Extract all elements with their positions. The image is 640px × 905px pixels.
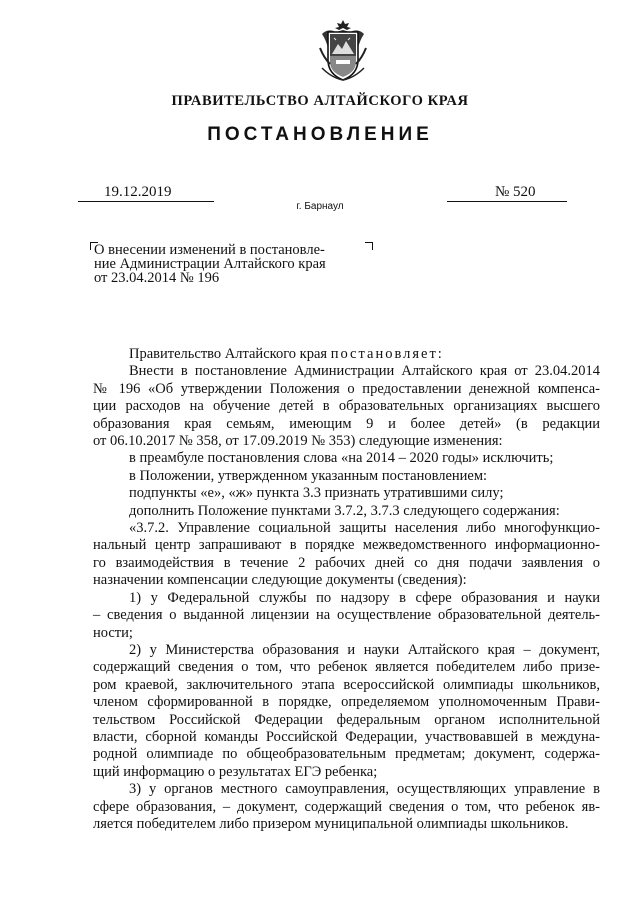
preamble-text: Правительство Алтайского края bbox=[129, 346, 328, 362]
subject-line: О внесении изменений в постановле- bbox=[94, 242, 325, 258]
body-line: нальный центр запрашивают в порядке межведомственного информационно- bbox=[93, 537, 600, 554]
body-line: ности; bbox=[93, 624, 133, 641]
body-line: «3.7.2. Управление социальной защиты населения либо многофункцио- bbox=[129, 520, 600, 537]
body-line: назначении компенсации следующие документы (сведения): bbox=[93, 572, 467, 589]
body-line: тельством Российской Федерации федеральным органом исполнительной bbox=[93, 711, 600, 728]
body-line: ром краевой, заключительного этапа всероссийской олимпиады школьников, bbox=[93, 676, 600, 693]
body-line: ции расходов на обучение детей в образовательных организациях высшего bbox=[93, 398, 600, 415]
body-line: 3) у органов местного самоуправления, осуществляющих управление в bbox=[129, 781, 600, 798]
body-line: сфере образования, – документ, содержащий сведения о том, что ребенок яв- bbox=[93, 798, 600, 815]
body-line: 2) у Министерства образования и науки Алтайского края – документ, bbox=[129, 641, 600, 658]
issue-city: г. Барнаул bbox=[296, 201, 344, 212]
body-line: в Положении, утвержденном указанным постановлением: bbox=[129, 467, 488, 484]
document-date: 19.12.2019 bbox=[104, 184, 172, 200]
body-line: 1) у Федеральной службы по надзору в сфере образования и науки bbox=[129, 589, 600, 606]
document-body bbox=[93, 346, 600, 833]
preamble-decree: постановляет: bbox=[330, 346, 444, 362]
body-line: ляется победителем либо призером муниципальной олимпиады школьников. bbox=[93, 815, 569, 832]
subject-line: от 23.04.2014 № 196 bbox=[94, 270, 220, 286]
altai-krai-coat-of-arms-icon bbox=[314, 18, 372, 82]
body-line: родной олимпиаде по общеобразовательным предметам; документ, содержа- bbox=[93, 746, 600, 763]
body-line: – сведения о выданной лицензии на осуществление образовательной деятель- bbox=[93, 607, 600, 624]
body-line: содержащий сведения о том, что ребенок является победителем либо призе- bbox=[93, 659, 600, 676]
body-line: Внести в постановление Администрации Алтайского края от 23.04.2014 bbox=[129, 363, 600, 380]
document-subject bbox=[94, 243, 364, 285]
body-line: щий информацию о результатах ЕГЭ ребенка; bbox=[93, 763, 378, 780]
subject-line: ние Администрации Алтайского края bbox=[94, 256, 326, 272]
body-line: го взаимодействия в течение 2 рабочих дней со дня подачи заявления о bbox=[93, 554, 600, 571]
preamble bbox=[93, 346, 600, 363]
body-line: № 196 «Об утверждении Положения о предоставлении денежной компенса- bbox=[93, 380, 600, 397]
body-line: подпункты «е», «ж» пункта 3.3 признать утратившими силу; bbox=[129, 485, 504, 502]
subject-corner-right bbox=[365, 242, 373, 250]
government-title: ПРАВИТЕЛЬСТВО АЛТАЙСКОГО КРАЯ bbox=[171, 93, 469, 109]
body-line: в преамбуле постановления слова «на 2014 – 2020 годы» исключить; bbox=[129, 450, 554, 467]
body-line: образования края семьям, имеющим 9 и более детей» (в редакции bbox=[93, 415, 600, 432]
body-line: дополнить Положение пунктами 3.7.2, 3.7.3 следующего содержания: bbox=[129, 502, 560, 519]
document-number: № 520 bbox=[495, 184, 536, 200]
body-line: власти, сборной команды Российской Федерации, участвовавшей в междуна- bbox=[93, 728, 600, 745]
body-line: членом сформированной в порядке, определяемом уполномоченным Прави- bbox=[93, 694, 600, 711]
body-line: от 06.10.2017 № 358, от 17.09.2019 № 353) следующие изменения: bbox=[93, 433, 503, 450]
document-type-title: ПОСТАНОВЛЕНИЕ bbox=[207, 124, 433, 145]
